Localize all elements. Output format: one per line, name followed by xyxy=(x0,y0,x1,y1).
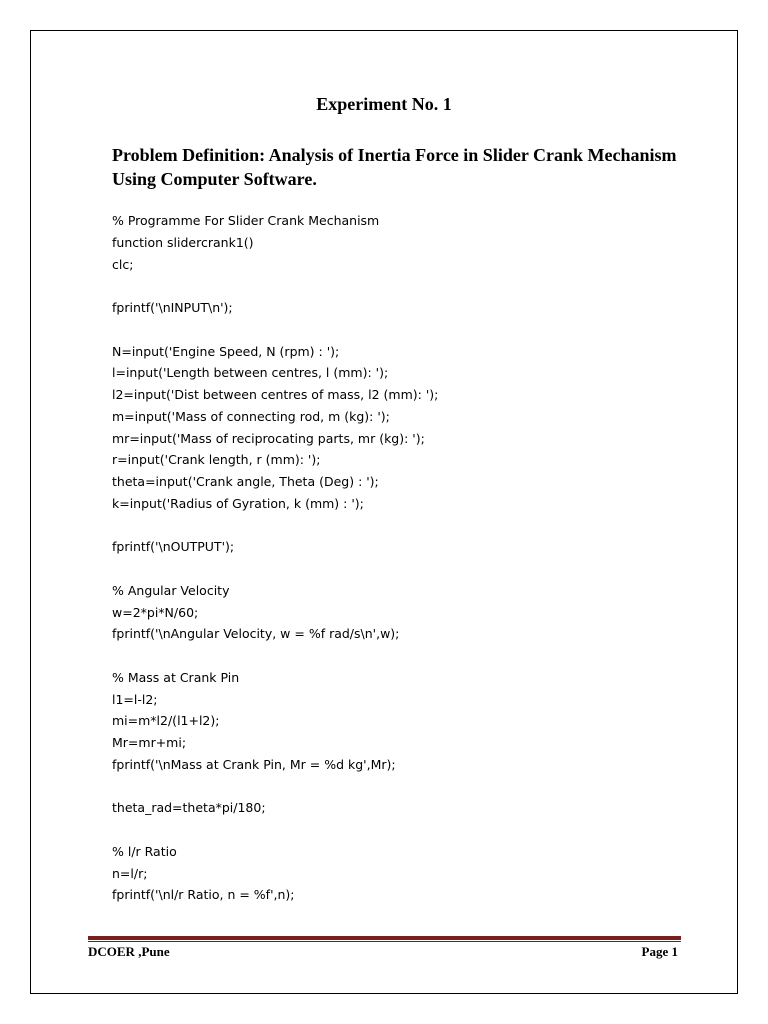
code-line: N=input('Engine Speed, N (rpm) : '); xyxy=(112,343,340,359)
code-line: l=input('Length between centres, l (mm): '); xyxy=(112,365,389,381)
code-line: k=input('Radius of Gyration, k (mm) : '); xyxy=(112,495,364,511)
code-line: n=l/r; xyxy=(112,865,148,881)
code-line: % Programme For Slider Crank Mechanism xyxy=(112,213,380,228)
code-line: % l/r Ratio xyxy=(112,843,177,859)
code-line xyxy=(112,776,712,798)
code-line: mi=m*l2/(l1+l2); xyxy=(112,713,220,729)
code-line: function slidercrank1() xyxy=(112,234,254,250)
code-line: fprintf('\nl/r Ratio, n = %f',n); xyxy=(112,887,295,903)
code-line: l1=l-l2; xyxy=(112,691,158,707)
code-line: fprintf('\nMass at Crank Pin, Mr = %d kg',Mr); xyxy=(112,756,396,772)
footer-institution: DCOER ,Pune xyxy=(88,944,170,959)
code-line xyxy=(112,515,712,537)
code-line: % Mass at Crank Pin xyxy=(112,669,240,685)
code-line: m=input('Mass of connecting rod, m (kg): '); xyxy=(112,408,390,424)
footer-rule xyxy=(88,936,681,940)
code-line: l2=input('Dist between centres of mass, l2 (mm): '); xyxy=(112,387,439,402)
problem-definition xyxy=(112,143,712,191)
code-listing xyxy=(112,210,712,906)
problem-line-2: Using Computer Software. xyxy=(112,169,317,189)
code-line: clc; xyxy=(112,256,134,272)
code-line xyxy=(112,645,712,667)
footer-rule-thin xyxy=(88,941,681,942)
code-line: mr=input('Mass of reciprocating parts, mr (kg): '); xyxy=(112,430,425,446)
code-line: fprintf('\nOUTPUT'); xyxy=(112,539,235,555)
code-line: w=2*pi*N/60; xyxy=(112,604,199,620)
code-line: theta_rad=theta*pi/180; xyxy=(112,800,266,816)
code-line xyxy=(112,819,712,841)
code-line xyxy=(112,558,712,580)
code-line: fprintf('\nINPUT\n'); xyxy=(112,300,233,315)
code-line xyxy=(112,319,712,341)
code-line: fprintf('\nAngular Velocity, w = %f rad/s\n',w); xyxy=(112,626,400,642)
footer-page-number: Page 1 xyxy=(641,944,678,959)
code-line: Mr=mr+mi; xyxy=(112,735,187,750)
problem-line-1: Problem Definition: Analysis of Inertia Force in Slider Crank Mechanism xyxy=(112,145,677,165)
code-line xyxy=(112,275,712,297)
code-line: theta=input('Crank angle, Theta (Deg) : '); xyxy=(112,474,379,489)
code-line: r=input('Crank length, r (mm): '); xyxy=(112,452,321,468)
experiment-title: Experiment No. 1 xyxy=(316,94,452,114)
code-line: % Angular Velocity xyxy=(112,582,230,598)
